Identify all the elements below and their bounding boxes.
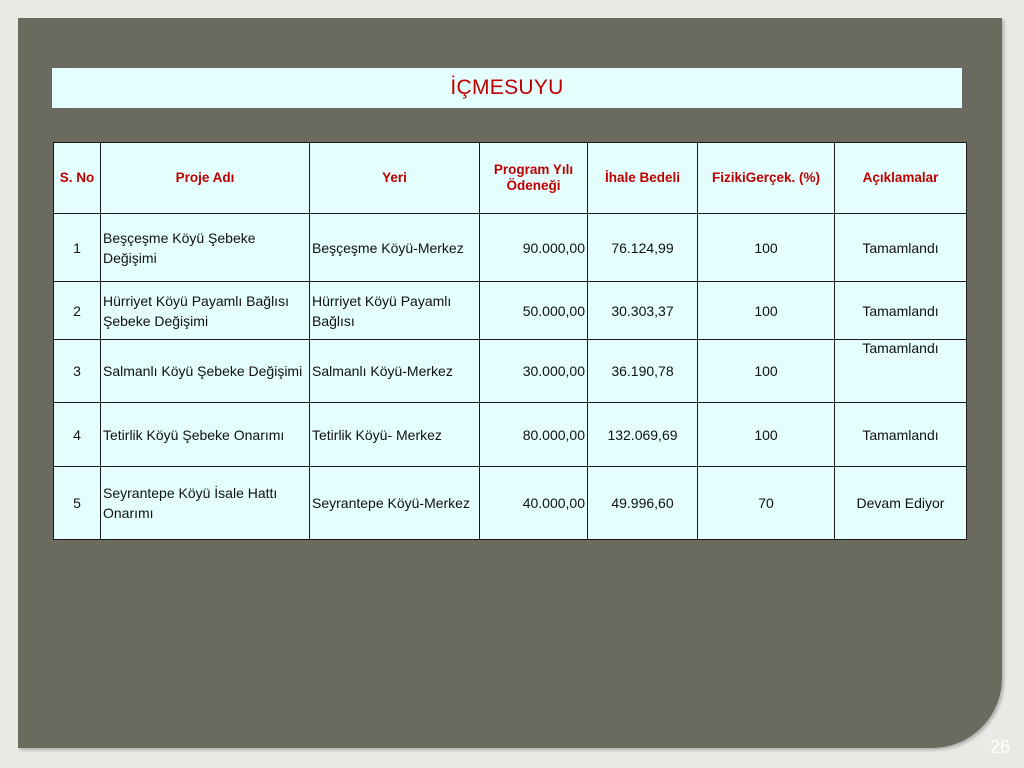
table-row [54, 282, 967, 340]
cell-proje-adi: Tetirlik Köyü Şebeke Onarımı [101, 403, 310, 467]
cell-fiziki: 100 [698, 214, 835, 282]
header-fiziki-gercek: FizikiGerçek. (%) [698, 143, 835, 214]
cell-proje-adi: Salmanlı Köyü Şebeke Değişimi [101, 340, 310, 403]
cell-aciklama: Devam Ediyor [835, 467, 967, 540]
cell-odenek: 50.000,00 [480, 282, 588, 340]
cell-fiziki: 100 [698, 340, 835, 403]
table-row [54, 340, 967, 403]
cell-odenek: 30.000,00 [480, 340, 588, 403]
cell-ihale-bedeli: 76.124,99 [588, 214, 698, 282]
slide-title-text: İÇMESUYU [450, 76, 564, 99]
cell-sno: 5 [54, 467, 101, 540]
projects-table [53, 142, 967, 540]
cell-proje-adi: Hürriyet Köyü Payamlı Bağlısı Şebeke Değişimi [101, 282, 310, 340]
cell-yeri: Hürriyet Köyü Payamlı Bağlısı [310, 282, 480, 340]
header-yeri: Yeri [310, 143, 480, 214]
cell-aciklama: Tamamlandı [835, 340, 967, 403]
table-row [54, 214, 967, 282]
cell-odenek: 80.000,00 [480, 403, 588, 467]
cell-proje-adi: Seyrantepe Köyü İsale Hattı Onarımı [101, 467, 310, 540]
cell-aciklama: Tamamlandı [835, 214, 967, 282]
table-row [54, 467, 967, 540]
cell-yeri: Salmanlı Köyü-Merkez [310, 340, 480, 403]
cell-yeri: Tetirlik Köyü- Merkez [310, 403, 480, 467]
cell-sno: 1 [54, 214, 101, 282]
header-proje-adi: Proje Adı [101, 143, 310, 214]
cell-aciklama: Tamamlandı [835, 403, 967, 467]
cell-fiziki: 70 [698, 467, 835, 540]
cell-yeri: Beşçeşme Köyü-Merkez [310, 214, 480, 282]
cell-aciklama: Tamamlandı [835, 282, 967, 340]
cell-odenek: 90.000,00 [480, 214, 588, 282]
page-number: 26 [989, 737, 1010, 757]
cell-ihale-bedeli: 49.996,60 [588, 467, 698, 540]
cell-fiziki: 100 [698, 282, 835, 340]
cell-sno: 3 [54, 340, 101, 403]
cell-fiziki: 100 [698, 403, 835, 467]
cell-yeri: Seyrantepe Köyü-Merkez [310, 467, 480, 540]
table-header-row [54, 143, 967, 214]
cell-sno: 2 [54, 282, 101, 340]
slide-title [52, 68, 962, 108]
cell-sno: 4 [54, 403, 101, 467]
cell-odenek: 40.000,00 [480, 467, 588, 540]
cell-ihale-bedeli: 30.303,37 [588, 282, 698, 340]
header-aciklamalar: Açıklamalar [835, 143, 967, 214]
cell-ihale-bedeli: 132.069,69 [588, 403, 698, 467]
header-program-yili-odenegi: Program Yılı Ödeneği [480, 143, 588, 214]
header-sno: S. No [54, 143, 101, 214]
table-row [54, 403, 967, 467]
cell-ihale-bedeli: 36.190,78 [588, 340, 698, 403]
cell-proje-adi: Beşçeşme Köyü Şebeke Değişimi [101, 214, 310, 282]
header-ihale-bedeli: İhale Bedeli [588, 143, 698, 214]
